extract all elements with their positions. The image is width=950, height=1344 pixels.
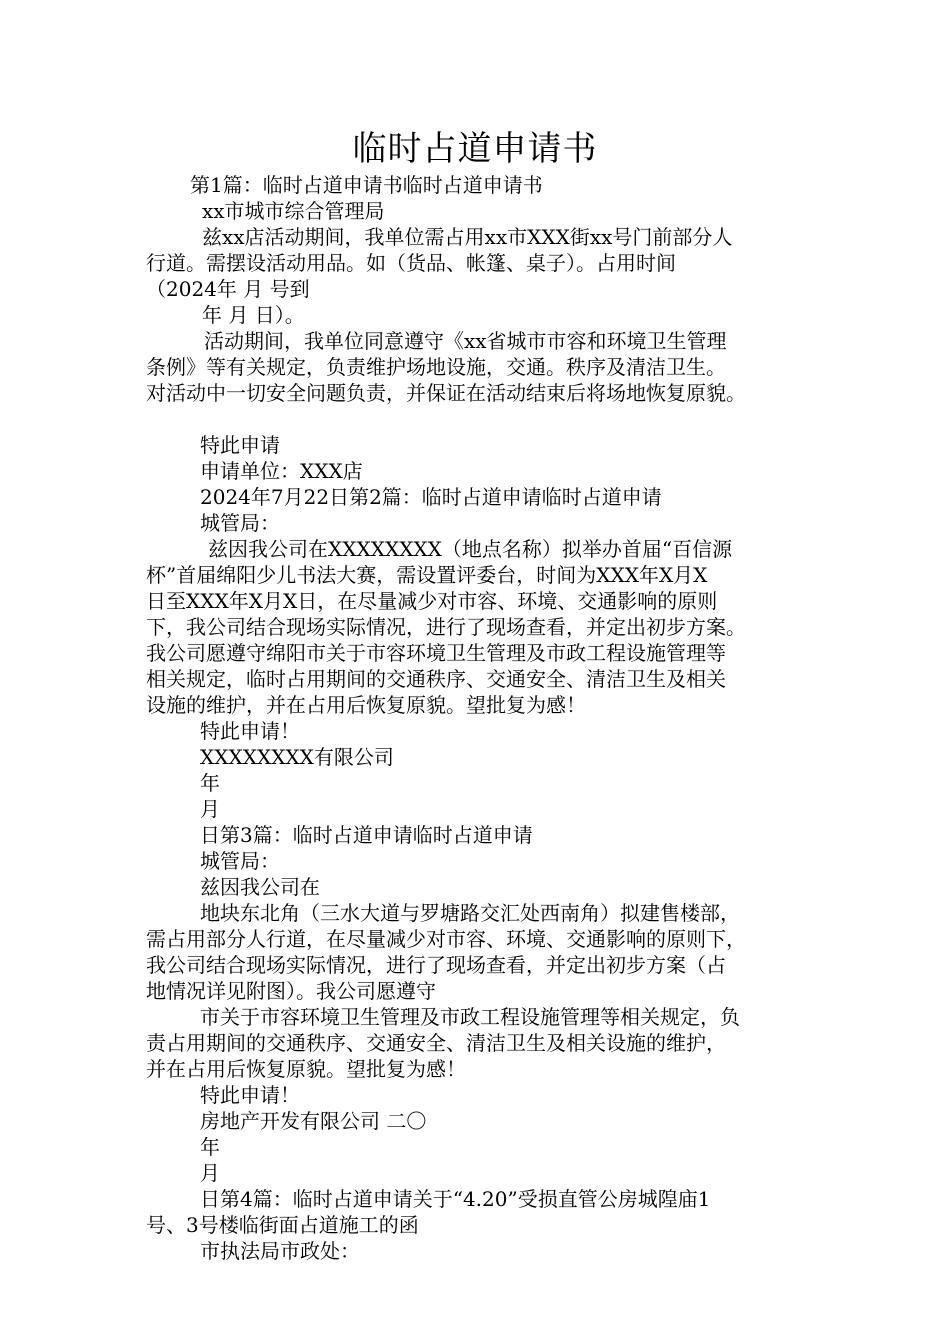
- document-title: 临时占道申请书: [352, 129, 598, 169]
- section-2-heading: 2024年7月22日第2篇：临时占道申请临时占道申请: [200, 485, 662, 509]
- recipient-line: 市执法局市政处：: [200, 1239, 360, 1263]
- recipient-line: xx市城市综合管理局: [202, 199, 385, 223]
- paragraph-line: 市关于市容环境卫生管理及市政工程设施管理等相关规定，负: [200, 1005, 740, 1029]
- paragraph-line: 地情况详见附图）。我公司愿遵守: [146, 979, 436, 1003]
- paragraph-line: 责占用期间的交通秩序、交通安全、清洁卫生及相关设施的维护，: [146, 1031, 726, 1055]
- date-line: 月: [200, 797, 220, 821]
- paragraph-line: 地块东北角（三水大道与罗塘路交汇处西南角）拟建售楼部，: [200, 901, 740, 925]
- paragraph-line: 兹xx店活动期间，我单位需占用xx市XXX街xx号门前部分人: [202, 225, 733, 249]
- paragraph-line: 我公司结合现场实际情况，进行了现场查看，并定出初步方案（占: [146, 953, 726, 977]
- signature-line: 房地产开发有限公司 二〇: [200, 1109, 427, 1133]
- paragraph-line: 下，我公司结合现场实际情况，进行了现场查看，并定出初步方案。: [146, 615, 746, 639]
- date-line: 年: [200, 771, 220, 795]
- document-body: [146, 172, 826, 1264]
- date-line: 月: [200, 1161, 220, 1185]
- paragraph-line: 行道。需摆设活动用品。如（货品、帐篷、桌子）。占用时间: [146, 251, 676, 275]
- paragraph-line: 号、3号楼临街面占道施工的函: [146, 1213, 419, 1237]
- recipient-line: 城管局：: [200, 511, 280, 535]
- paragraph-line: 杯”首届绵阳少儿书法大赛，需设置评委台，时间为XXX年X月X: [146, 563, 708, 587]
- paragraph-line: 日至XXX年X月X日，在尽量减少对市容、环境、交通影响的原则: [146, 589, 718, 613]
- paragraph-line: 设施的维护，并在占用后恢复原貌。望批复为感！: [146, 693, 586, 717]
- closing-line: 特此申请: [200, 433, 280, 457]
- paragraph-line: 兹因我公司在: [200, 875, 320, 899]
- paragraph-line: 需占用部分人行道，在尽量减少对市容、环境、交通影响的原则下，: [146, 927, 746, 951]
- section-3-heading: 日第3篇：临时占道申请临时占道申请: [200, 823, 533, 847]
- paragraph-line: 条例》等有关规定，负责维护场地设施，交通。秩序及清洁卫生。: [146, 355, 726, 379]
- paragraph-line: 年 月 日）。: [202, 303, 305, 327]
- signature-line: 申请单位：XXX店: [200, 459, 363, 483]
- section-4-heading: 日第4篇：临时占道申请关于“4.20”受损直管公房城隍庙1: [200, 1187, 711, 1211]
- section-1-heading: 第1篇：临时占道申请书临时占道申请书: [190, 173, 543, 197]
- paragraph-line: 兹因我公司在XXXXXXXX（地点名称）拟举办首届“百信源: [208, 537, 733, 561]
- blank-line: [146, 406, 826, 432]
- paragraph-line: 对活动中一切安全问题负责，并保证在活动结束后将场地恢复原貌。: [146, 381, 746, 405]
- closing-line: 特此申请！: [200, 1083, 300, 1107]
- paragraph-line: 并在占用后恢复原貌。望批复为感！: [146, 1057, 466, 1081]
- closing-line: 特此申请！: [200, 719, 300, 743]
- recipient-line: 城管局：: [200, 849, 280, 873]
- paragraph-line: 我公司愿遵守绵阳市关于市容环境卫生管理及市政工程设施管理等: [146, 641, 726, 665]
- paragraph-line: （2024年 月 号到: [146, 277, 310, 301]
- date-line: 年: [200, 1135, 220, 1159]
- signature-line: XXXXXXXX有限公司: [200, 745, 394, 769]
- paragraph-line: 相关规定，临时占用期间的交通秩序、交通安全、清洁卫生及相关: [146, 667, 726, 691]
- paragraph-line: 活动期间，我单位同意遵守《xx省城市市容和环境卫生管理: [204, 329, 727, 353]
